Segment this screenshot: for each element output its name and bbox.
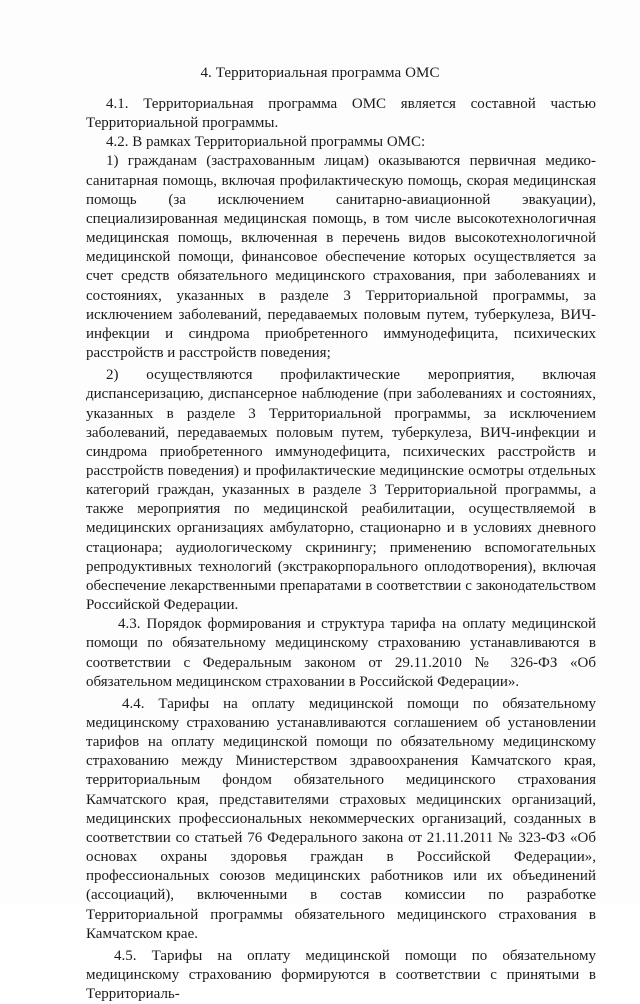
paragraph-4-3: 4.3. Порядок формирования и структура тарифа на оплату медицинской помощи по обязательному медицинскому страхованию устанавливаются в соответствии с Федеральным законом от 29.11.2010 № 326-ФЗ «Об обязательном медицинском страховании в Российской Федерации». xyxy=(86,616,596,690)
paragraph-4-2-item-1: 1) гражданам (застрахованным лицам) оказываются первичная медико-санитарная помощь, включая профилактическую помощь, скорая медицинская помощь (за исключением санитарно-авиационной эвакуации), специализированная медицинская помощь, в том числе высокотехнологичная медицинская помощь, включенная в перечень видов высокотехнологичной медицинской помощи, финансовое обеспечение которых осуществляется за счет средств обязательного медицинского страхования, при заболеваниях и состояниях, указанных в разделе 3 Территориальной программы, за исключением заболеваний, передаваемых половым путем, туберкулеза, ВИЧ-инфекции и синдрома приобретенного иммунодефицита, психических расстройств и расстройств поведения; xyxy=(86,153,596,362)
section-body xyxy=(86,95,596,1004)
paragraph-4-5: 4.5. Тарифы на оплату медицинской помощи по обязательному медицинскому страхованию формируются в соответствии с принятыми в Территориаль- xyxy=(86,947,596,1003)
paragraph-4-1: 4.1. Территориальная программа ОМС является составной частью Территориальной программы. xyxy=(86,96,596,132)
paragraph-4-2: 4.2. В рамках Территориальной программы ОМС: xyxy=(106,134,426,151)
paragraph-4-2-item-2: 2) осуществляются профилактические мероприятия, включая диспансеризацию, диспансерное наблюдение (при заболеваниях и состояниях, указанных в разделе 3 Территориальной программы, за исключением заболеваний, передаваемых половым путем, туберкулеза, ВИЧ-инфекции и синдрома приобретенного иммунодефицита, психических расстройств и расстройств поведения) и профилактические медицинские осмотры отдельных категорий граждан, указанных в разделе 3 Территориальной программы, а также мероприятия по медицинской реабилитации, осуществляемой в медицинских организациях амбулаторно, стационарно и в условиях дневного стационара; аудиологическому скринингу; применению вспомогательных репродуктивных технологий (экстракорпорального оплодотворения), включая обеспечение лекарственными препаратами в соответствии с законодательством Российской Федерации. xyxy=(86,367,596,614)
section-heading: 4. Территориальная программа ОМС xyxy=(200,65,440,81)
paragraph-4-4: 4.4. Тарифы на оплату медицинской помощи по обязательному медицинскому страхованию устанавливаются соглашением об установлении тарифов на оплату медицинской помощи по обязательному медицинскому страхованию между Министерством здравоохранения Камчатского края, территориальным фондом обязательного медицинского страхования Камчатского края, представителями страховых медицинских организаций, медицинских профессиональных некоммерческих организаций, созданных в соответствии со статьей 76 Федерального закона от 21.11.2011 № 323-ФЗ «Об основах охраны здоровья граждан в Российской Федерации», профессиональных союзов медицинских работников или их объединений (ассоциаций), включенными в состав комиссии по разработке Территориальной программы обязательного медицинского страхования в Камчатском крае. xyxy=(86,695,596,942)
